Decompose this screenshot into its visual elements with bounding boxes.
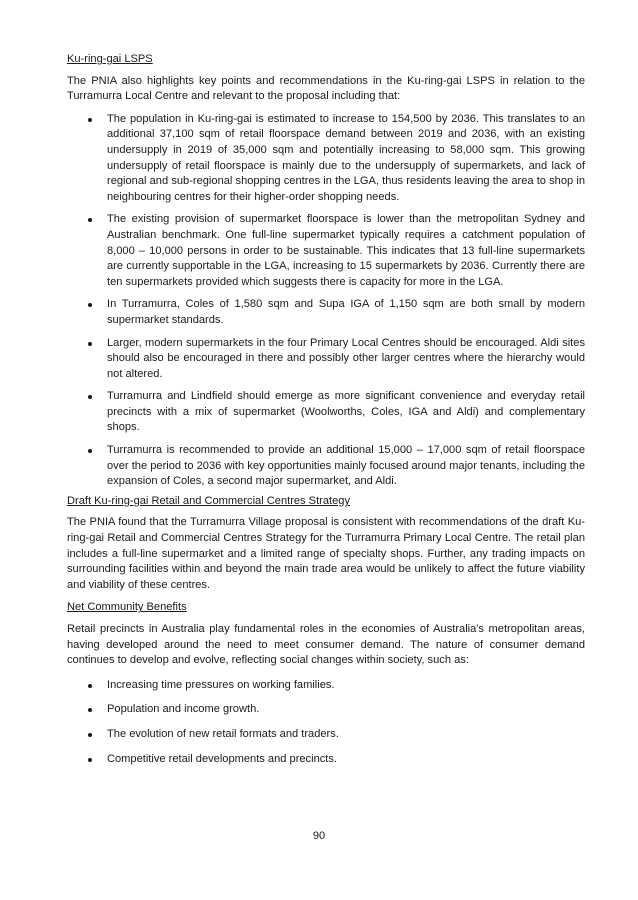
net-community-benefits-paragraph: Retail precincts in Australia play fundamental roles in the economies of Australia's metropolitan areas, having developed around the need to meet consumer demand. The nature of consumer demand continues to develop and evolve, reflecting social changes within society, such as: bbox=[67, 623, 585, 667]
section-heading-lsps: Ku-ring-gai LSPS bbox=[67, 53, 153, 65]
bullet-icon bbox=[88, 395, 92, 399]
list-item: Increasing time pressures on working families. bbox=[67, 678, 585, 694]
list-item: The evolution of new retail formats and traders. bbox=[67, 727, 585, 743]
list-item: The population in Ku-ring-gai is estimated to increase to 154,500 by 2036. This translates to an additional 37,100 sqm of retail floorspace demand between 2019 and 2036, with an existing undersupply in 2019 of 35,000 sqm and potentially increasing to 58,000 sqm. This growing undersupply of retail floorspace is mainly due to the undersupply of supermarkets, and lack of regional and sub-regional shopping centres in the LGA, thus residents leaving the area to shop in neighbouring centres for their higher-order shopping needs. bbox=[67, 112, 585, 206]
bullet-icon bbox=[88, 684, 92, 688]
list-item: Larger, modern supermarkets in the four Primary Local Centres should be encouraged. Aldi sites should also be encouraged in there and possibly other larger centres where the hierarchy would not altered. bbox=[67, 336, 585, 383]
section-heading-net-community-benefits: Net Community Benefits bbox=[67, 601, 187, 614]
lsps-intro-paragraph: The PNIA also highlights key points and recommendations in the Ku-ring-gai LSPS in relation to the Turramurra Local Centre and relevant to the proposal including that: bbox=[67, 74, 585, 103]
bullet-icon bbox=[88, 758, 92, 762]
bullet-icon bbox=[88, 118, 92, 122]
lsps-bullet-list bbox=[67, 112, 585, 490]
section-heading-retail-strategy: Draft Ku-ring-gai Retail and Commercial Centres Strategy bbox=[67, 494, 350, 507]
bullet-icon bbox=[88, 342, 92, 346]
bullet-icon bbox=[88, 733, 92, 737]
bullet-icon bbox=[88, 449, 92, 453]
list-item: Turramurra and Lindfield should emerge as more significant convenience and everyday retail precincts with a mix of supermarket (Woolworths, Coles, IGA and Aldi) and complementary shops. bbox=[67, 389, 585, 436]
net-benefits-bullet-list bbox=[67, 678, 585, 767]
list-item: Turramurra is recommended to provide an additional 15,000 – 17,000 sqm of retail floorspace over the period to 2036 with key opportunities mainly focused around major tenants, including the expansion of Coles, a second major supermarket, and Aldi. bbox=[67, 443, 585, 490]
list-item: In Turramurra, Coles of 1,580 sqm and Supa IGA of 1,150 sqm are both small by modern supermarket standards. bbox=[67, 297, 585, 328]
page-content bbox=[67, 52, 585, 776]
page-number: 90 bbox=[312, 830, 326, 842]
retail-strategy-paragraph: The PNIA found that the Turramurra Village proposal is consistent with recommendations of the draft Ku-ring-gai Retail and Commercial Centres Strategy for the Turramurra Primary Local Centre. The retail plan includes a full-line supermarket and a limited range of specialty shops. Further, any trading impacts on surrounding facilities within and beyond the main trade area would be unlikely to affect the future viability and viability of these centres. bbox=[67, 516, 585, 591]
list-item: Population and income growth. bbox=[67, 702, 585, 718]
bullet-icon bbox=[88, 218, 92, 222]
bullet-icon bbox=[88, 708, 92, 712]
list-item: The existing provision of supermarket floorspace is lower than the metropolitan Sydney and Australian benchmark. One full-line supermarket typically requires a catchment population of 8,000 – 10,000 persons in order to be sustainable. This indicates that 13 full-line supermarkets are currently supportable in the LGA, increasing to 15 supermarkets by 2036. Currently there are ten supermarkets provided which suggests there is capacity for more in the LGA. bbox=[67, 212, 585, 290]
bullet-icon bbox=[88, 303, 92, 307]
list-item: Competitive retail developments and precincts. bbox=[67, 752, 585, 768]
